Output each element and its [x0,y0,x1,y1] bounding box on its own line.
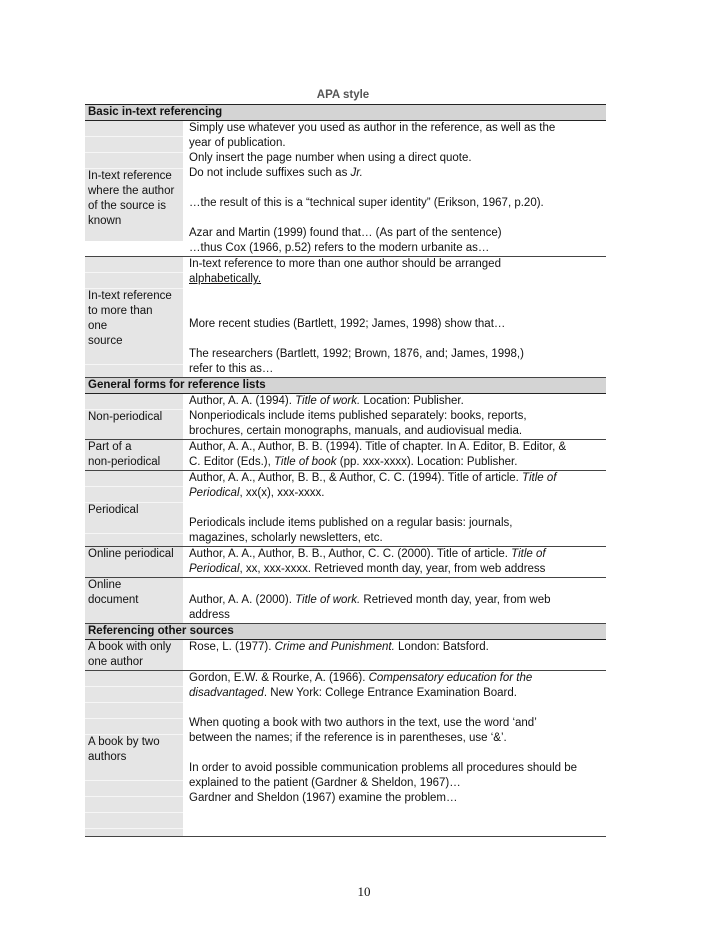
content-line: Author, A. A. (1994). Title of work. Location: Publisher. [189,395,464,407]
content-line: address [189,609,230,621]
row-content [183,547,606,577]
table-row [85,257,606,378]
content-line: In-text reference to more than one author should be arranged [189,258,501,270]
label-line: one [85,319,183,334]
content-line: Author, A. A. (2000). Title of work. Retrieved month day, year, from web [189,594,551,606]
content-line: Rose, L. (1977). Crime and Punishment. London: Batsford. [189,641,489,653]
content-line: alphabetically. [189,273,262,285]
table-row [85,121,606,257]
content-line: Nonperiodicals include items published separately: books, reports, [189,410,527,422]
content-line: Simply use whatever you used as author in the reference, as well as the [189,122,556,134]
label-line: In-text reference [85,169,183,184]
content-line: year of publication. [189,137,286,149]
content-line: refer to this as… [189,363,274,375]
table-row [85,394,606,440]
table-row [85,671,606,837]
label-line: authors [85,750,183,765]
row-label [85,257,183,377]
label-line: Part of a [85,440,183,455]
content-line: explained to the patient (Gardner & Sheldon, 1967)… [189,777,461,789]
content-line: Periodicals include items published on a regular basis: journals, [189,517,513,529]
table-row [85,578,606,624]
content-line: between the names; if the reference is in parentheses, use ‘&’. [189,732,507,744]
content-line: Only insert the page number when using a direct quote. [189,152,472,164]
row-content [183,640,606,670]
section-header-basic: Basic in-text referencing [85,104,606,121]
row-label [85,547,183,577]
label-line: non-periodical [85,455,183,470]
content-line: More recent studies (Bartlett, 1992; James, 1998) show that… [189,318,506,330]
label-line: one author [85,655,183,670]
apa-table [85,104,606,837]
table-row [85,547,606,578]
row-content [183,471,606,546]
content-line: Author, A. A., Author, B. B., & Author, C. C. (1994). Title of article. Title of [189,472,557,484]
content-line: Azar and Martin (1999) found that… (As part of the sentence) [189,227,502,239]
row-content [183,671,606,836]
page-number: 10 [357,884,371,899]
section-header-other: Referencing other sources [85,624,606,640]
label-line: A book by two [85,735,183,750]
page-title: APA style [316,89,370,101]
content-line: Periodical, xx(x), xxx-xxxx. [189,487,325,499]
content-line: Gordon, E.W. & Rourke, A. (1966). Compensatory education for the [189,672,533,684]
label-line: document [85,593,183,608]
content-line: When quoting a book with two authors in the text, use the word ‘and’ [189,717,537,729]
row-label [85,440,183,470]
label-line: Periodical [85,503,183,518]
content-line: …the result of this is a “technical super identity” (Erikson, 1967, p.20). [189,197,544,209]
row-content [183,121,606,256]
table-row [85,471,606,547]
content-line: The researchers (Bartlett, 1992; Brown, 1876, and; James, 1998,) [189,348,524,360]
content-line: Do not include suffixes such as Jr. [189,167,363,179]
row-label [85,640,183,670]
row-label [85,471,183,546]
label-line: Online [85,578,183,593]
row-label [85,394,183,439]
content-line: Author, A. A., Author, B. B. (1994). Title of chapter. In A. Editor, B. Editor, & [189,441,567,453]
label-line: known [85,214,183,229]
row-content [183,578,606,623]
content-line: Gardner and Sheldon (1967) examine the problem… [189,792,458,804]
label-line: A book with only [85,640,183,655]
table-row [85,440,606,471]
content-line: …thus Cox (1966, p.52) refers to the modern urbanite as… [189,242,490,254]
row-label [85,121,183,241]
row-label [85,578,183,623]
row-content [183,440,606,470]
content-line: disadvantaged. New York: College Entrance Examination Board. [189,687,517,699]
section-header-general: General forms for reference lists [85,378,606,394]
table-row [85,640,606,671]
label-line: of the source is [85,199,183,214]
content-line: Periodical, xx, xxx-xxxx. Retrieved month day, year, from web address [189,563,546,575]
label-line: Online periodical [85,547,183,562]
label-line: where the author [85,184,183,199]
content-line: magazines, scholarly newsletters, etc. [189,532,383,544]
label-line: to more than [85,304,183,319]
content-line: brochures, certain monographs, manuals, and audiovisual media. [189,425,523,437]
row-content [183,394,606,439]
content-line: C. Editor (Eds.), Title of book (pp. xxx-xxxx). Location: Publisher. [189,456,518,468]
row-content [183,257,606,377]
content-line: In order to avoid possible communication problems all procedures should be [189,762,578,774]
label-line: source [85,334,183,349]
row-label [85,671,183,836]
content-line: Author, A. A., Author, B. B., Author, C. C. (2000). Title of article. Title of [189,548,546,560]
label-line: In-text reference [85,289,183,304]
label-line: Non-periodical [85,410,183,425]
